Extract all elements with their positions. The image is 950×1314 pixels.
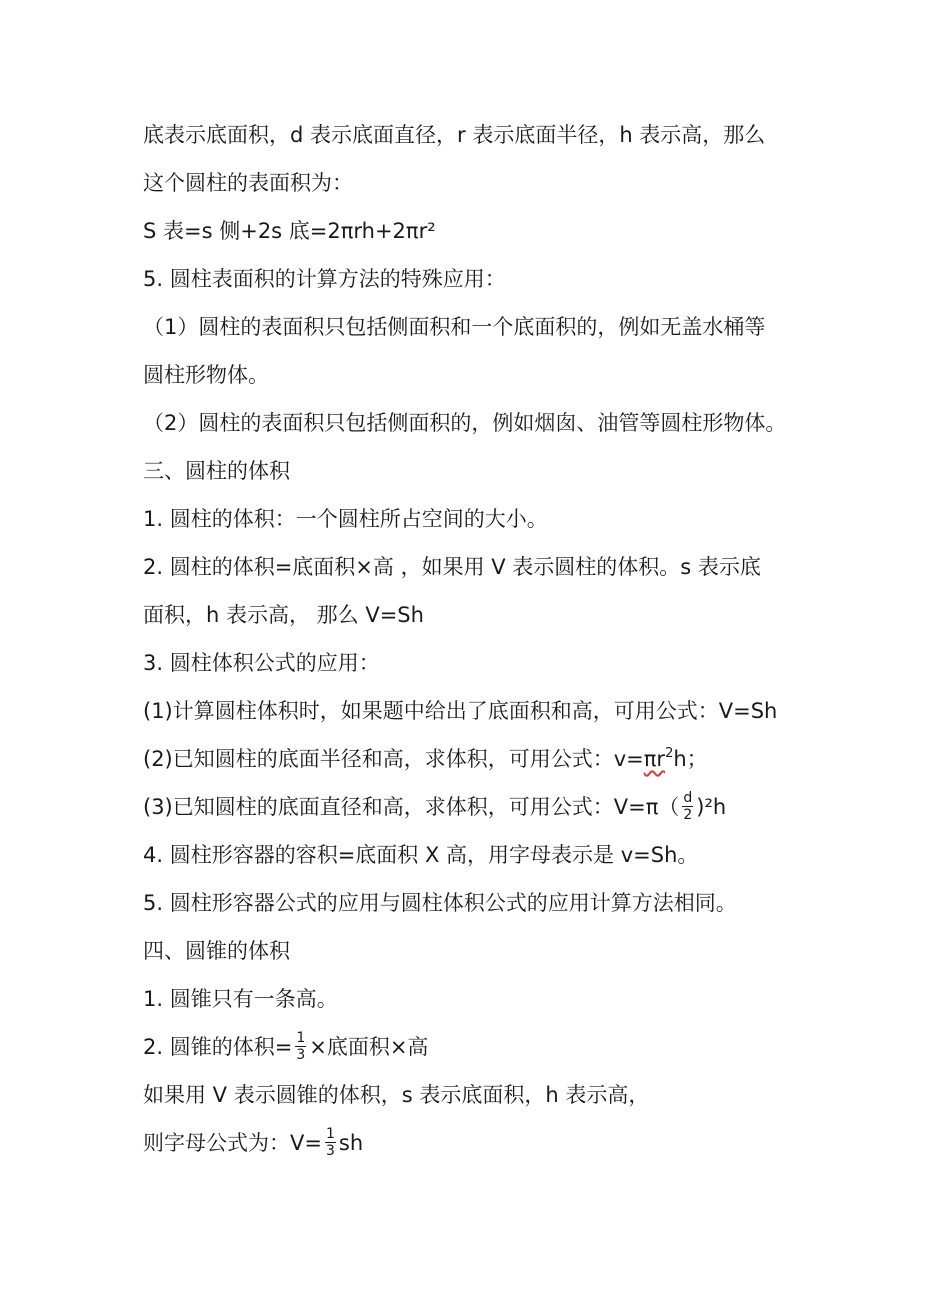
text-segment: 2. 圆锥的体积= [143,1035,293,1059]
text-line: 底表示底面积，d 表示底面直径，r 表示底面半径，h 表示高，那么 [143,123,766,147]
text-segment: )²h [696,795,727,819]
text-line: （1）圆柱的表面积只包括侧面积和一个底面积的，例如无盖水桶等 [143,315,766,339]
text-line: 2. 圆柱的体积=底面积×高 ，如果用 V 表示圆柱的体积。s 表示底 [143,555,761,579]
formula-line: S 表=s 侧+2s 底=2πrh+2πr² [143,219,436,243]
text-segment: (3)已知圆柱的底面直径和高，求体积，可用公式：V=π（ [143,795,680,819]
heading-line: 3. 圆柱体积公式的应用： [143,651,380,675]
formula-line [143,1029,429,1064]
section-heading: 四、圆锥的体积 [143,939,290,963]
fraction-denominator: 3 [325,1142,335,1159]
text-segment: h； [673,747,708,771]
fraction-denominator: 3 [296,1046,306,1063]
formula-line [143,744,708,774]
text-segment: ×底面积×高 [309,1035,429,1059]
text-line: 5. 圆柱形容器公式的应用与圆柱体积公式的应用计算方法相同。 [143,891,737,915]
fraction [325,1127,336,1158]
fraction-numerator: 1 [296,1029,306,1046]
text-line: 4. 圆柱形容器的容积=底面积 X 高，用字母表示是 v=Sh。 [143,843,699,867]
text-line: 这个圆柱的表面积为： [143,171,353,195]
text-line: 如果用 V 表示圆锥的体积，s 表示底面积，h 表示高， [143,1083,650,1107]
formula-line: 面积，h 表示高， 那么 V=Sh [143,603,424,627]
text-line: 1. 圆锥只有一条高。 [143,987,338,1011]
heading-line: 5. 圆柱表面积的计算方法的特殊应用： [143,267,506,291]
text-segment: sh [338,1131,364,1155]
fraction-denominator: 2 [683,806,693,823]
fraction-numerator: d [683,789,693,806]
fraction [682,791,693,822]
text-segment: (2)已知圆柱的底面半径和高，求体积，可用公式：v= [143,747,644,771]
text-segment: 则字母公式为：V= [143,1131,322,1155]
spellcheck-underlined-text: πr [643,747,666,771]
fraction-numerator: 1 [325,1125,335,1142]
text-line: 圆柱形物体。 [143,363,269,387]
fraction [295,1031,306,1062]
formula-line [143,1125,364,1160]
text-line: （2）圆柱的表面积只包括侧面积的，例如烟囱、油管等圆柱形物体。 [143,411,787,435]
superscript: 2 [665,746,674,761]
text-line: (1)计算圆柱体积时，如果题中给出了底面积和高，可用公式：V=Sh [143,699,778,723]
text-line: 1. 圆柱的体积：一个圆柱所占空间的大小。 [143,507,548,531]
section-heading: 三、圆柱的体积 [143,459,290,483]
formula-line [143,789,727,824]
